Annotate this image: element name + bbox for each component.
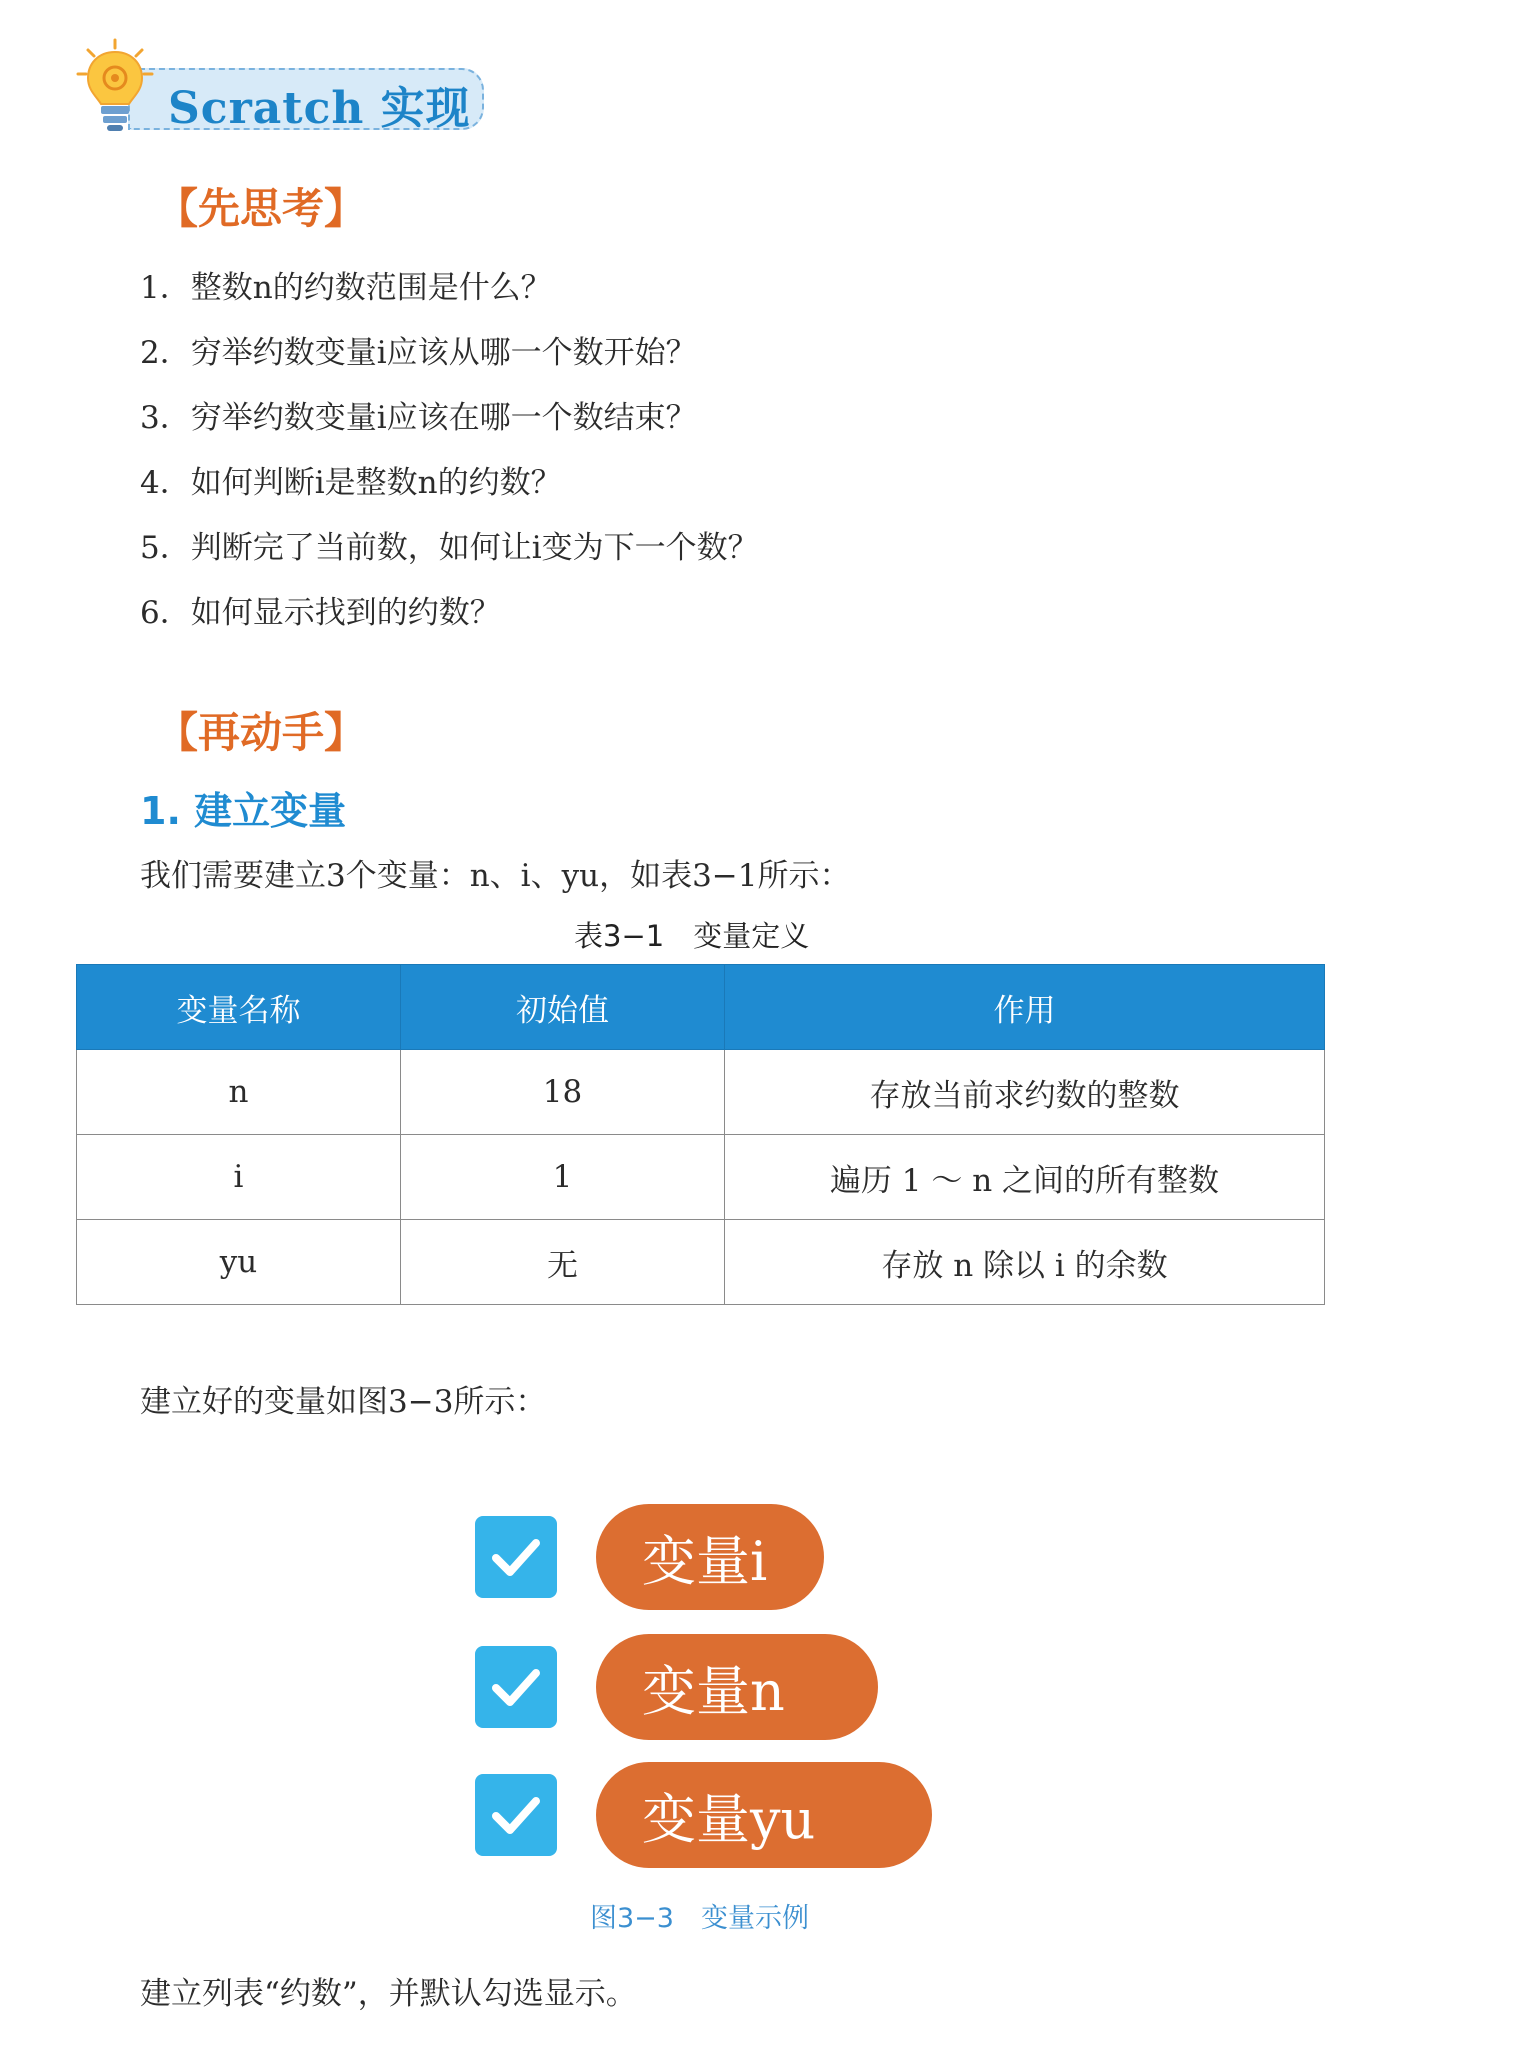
header-cell: 初始值 — [401, 965, 725, 1050]
practice-heading: 【再动手】 — [156, 708, 367, 757]
figure-caption: 图3−3 变量示例 — [590, 1903, 809, 1934]
checkmark-icon — [486, 1785, 546, 1845]
question-item: 1．整数n的约数范围是什么？ — [140, 270, 552, 306]
footer-text: 建立列表“约数”，并默认勾选显示。 — [140, 1976, 637, 2012]
question-item: 2．穷举约数变量i应该从哪一个数开始？ — [140, 335, 697, 371]
table-cell: i — [77, 1135, 401, 1220]
question-item: 4．如何判断i是整数n的约数？ — [140, 465, 562, 501]
table-row — [77, 1220, 1325, 1305]
variable-checkbox[interactable] — [475, 1646, 557, 1728]
table-cell: 遍历 1 ～ n 之间的所有整数 — [725, 1135, 1325, 1220]
table-cell: yu — [77, 1220, 401, 1305]
variable-pill[interactable]: 变量n — [596, 1634, 878, 1740]
table-row — [77, 1135, 1325, 1220]
variable-pill[interactable]: 变量i — [596, 1504, 824, 1610]
question-item: 6．如何显示找到的约数？ — [140, 595, 501, 631]
header-cell: 变量名称 — [77, 965, 401, 1050]
variable-table — [76, 964, 1325, 1305]
step-heading: 1. 建立变量 — [140, 789, 347, 833]
variable-checkbox[interactable] — [475, 1516, 557, 1598]
question-item: 3．穷举约数变量i应该在哪一个数结束？ — [140, 400, 697, 436]
table-caption: 表3−1 变量定义 — [574, 919, 810, 953]
think-heading: 【先思考】 — [156, 184, 367, 233]
checkmark-icon — [486, 1657, 546, 1717]
intro-text: 我们需要建立3个变量：n、i、yu，如表3−1所示： — [140, 858, 851, 894]
lightbulb-icon — [74, 38, 156, 138]
table-cell: n — [77, 1050, 401, 1135]
table-cell: 无 — [401, 1220, 725, 1305]
figure-intro-text: 建立好的变量如图3−3所示： — [140, 1384, 547, 1420]
variable-checkbox[interactable] — [475, 1774, 557, 1856]
table-header-row — [77, 965, 1325, 1050]
section-title: Scratch 实现 — [168, 83, 471, 134]
checkmark-icon — [486, 1527, 546, 1587]
table-cell: 1 — [401, 1135, 725, 1220]
table-row — [77, 1050, 1325, 1135]
question-item: 5．判断完了当前数，如何让i变为下一个数？ — [140, 530, 759, 566]
table-cell: 存放 n 除以 i 的余数 — [725, 1220, 1325, 1305]
table-cell: 存放当前求约数的整数 — [725, 1050, 1325, 1135]
variable-pill[interactable]: 变量yu — [596, 1762, 932, 1868]
table-cell: 18 — [401, 1050, 725, 1135]
header-cell: 作用 — [725, 965, 1325, 1050]
